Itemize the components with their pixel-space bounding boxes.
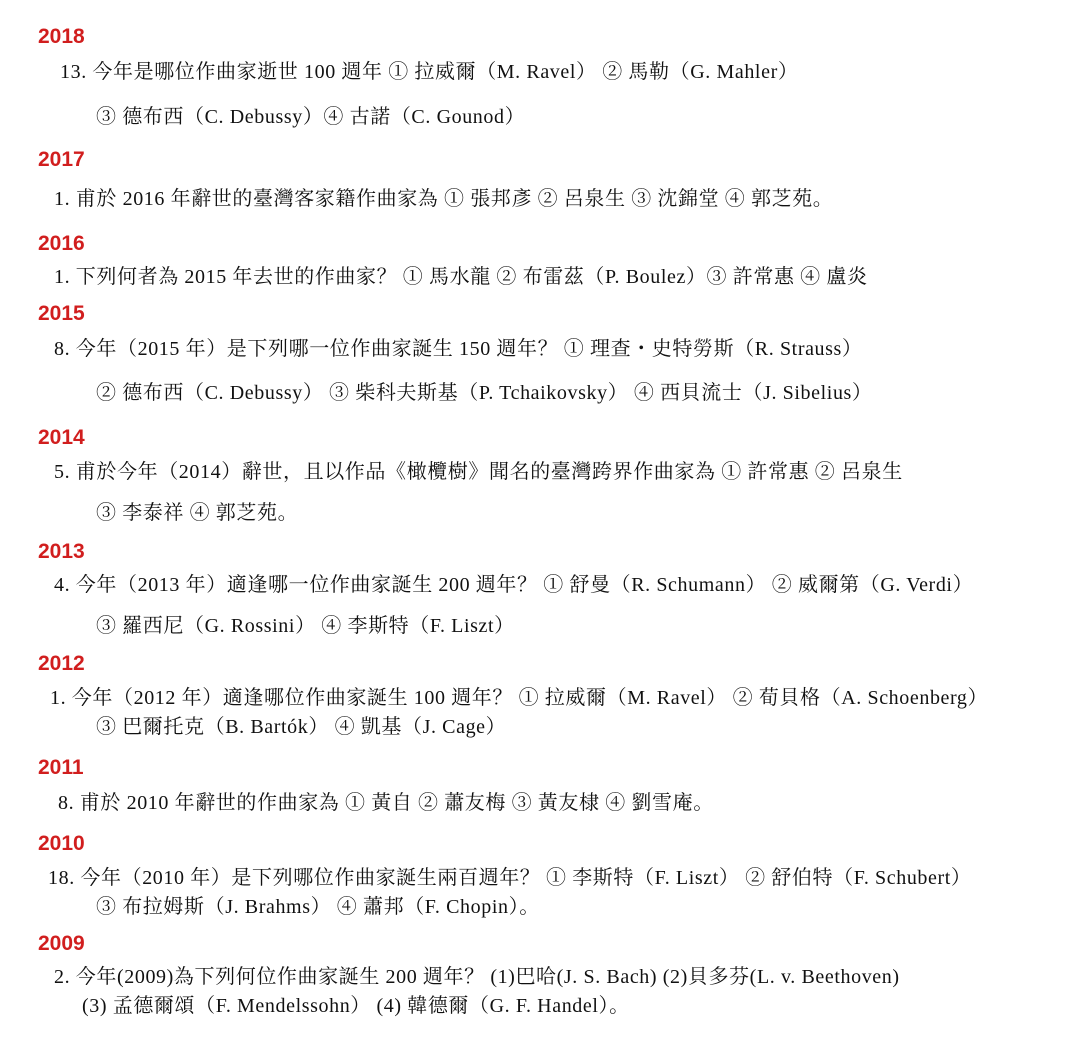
question-text: ③ 德布西（C. Debussy）④ 古諾（C. Gounod）	[96, 106, 526, 128]
question-text: 13. 今年是哪位作曲家逝世 100 週年 ① 拉威爾（M. Ravel） ② 馬勒（G. Mahler）	[60, 61, 799, 83]
year-heading-2010: 2010	[38, 832, 85, 855]
question-text: ③ 布拉姆斯（J. Brahms） ④ 蕭邦（F. Chopin）。	[96, 896, 540, 918]
year-heading-2015: 2015	[38, 302, 85, 325]
question-text: 2. 今年(2009)為下列何位作曲家誕生 200 週年？ (1)巴哈(J. S. Bach) (2)貝多芬(L. v. Beethoven)	[54, 966, 900, 988]
year-heading-2017: 2017	[38, 148, 85, 171]
question-text: ③ 李泰祥 ④ 郭芝苑。	[96, 502, 299, 524]
question-text: 1. 今年（2012 年）適逢哪位作曲家誕生 100 週年？ ① 拉威爾（M. Ravel） ② 荀貝格（A. Schoenberg）	[50, 687, 989, 709]
question-text: 8. 甫於 2010 年辭世的作曲家為 ① 黃自 ② 蕭友梅 ③ 黃友棣 ④ 劉雪庵。	[58, 792, 714, 814]
question-text: ③ 巴爾托克（B. Bartók） ④ 凱基（J. Cage）	[96, 716, 507, 738]
question-text: 4. 今年（2013 年）適逢哪一位作曲家誕生 200 週年？ ① 舒曼（R. Schumann） ② 威爾第（G. Verdi）	[54, 574, 974, 596]
year-heading-2014: 2014	[38, 426, 85, 449]
question-text: (3) 孟德爾頌（F. Mendelssohn） (4) 韓德爾（G. F. Handel）。	[82, 995, 630, 1017]
question-text: 8. 今年（2015 年）是下列哪一位作曲家誕生 150 週年？ ① 理查・史特勞斯（R. Strauss）	[54, 338, 863, 360]
year-heading-2018: 2018	[38, 25, 85, 48]
year-heading-2011: 2011	[38, 756, 84, 779]
question-text: ③ 羅西尼（G. Rossini） ④ 李斯特（F. Liszt）	[96, 615, 515, 637]
question-text: 18. 今年（2010 年）是下列哪位作曲家誕生兩百週年？ ① 李斯特（F. Liszt） ② 舒伯特（F. Schubert）	[48, 867, 972, 889]
year-heading-2009: 2009	[38, 932, 85, 955]
question-text: 1. 下列何者為 2015 年去世的作曲家？ ① 馬水龍 ② 布雷茲（P. Boulez）③ 許常惠 ④ 盧炎	[54, 266, 868, 288]
year-heading-2016: 2016	[38, 232, 85, 255]
question-text: ② 德布西（C. Debussy） ③ 柴科夫斯基（P. Tchaikovsky） ④ 西貝流士（J. Sibelius）	[96, 382, 873, 404]
question-text: 1. 甫於 2016 年辭世的臺灣客家籍作曲家為 ① 張邦彥 ② 呂泉生 ③ 沈錦堂 ④ 郭芝苑。	[54, 188, 834, 210]
year-heading-2012: 2012	[38, 652, 85, 675]
question-text: 5. 甫於今年（2014）辭世，且以作品《橄欖樹》聞名的臺灣跨界作曲家為 ① 許常惠 ② 呂泉生	[54, 461, 903, 483]
year-heading-2013: 2013	[38, 540, 85, 563]
